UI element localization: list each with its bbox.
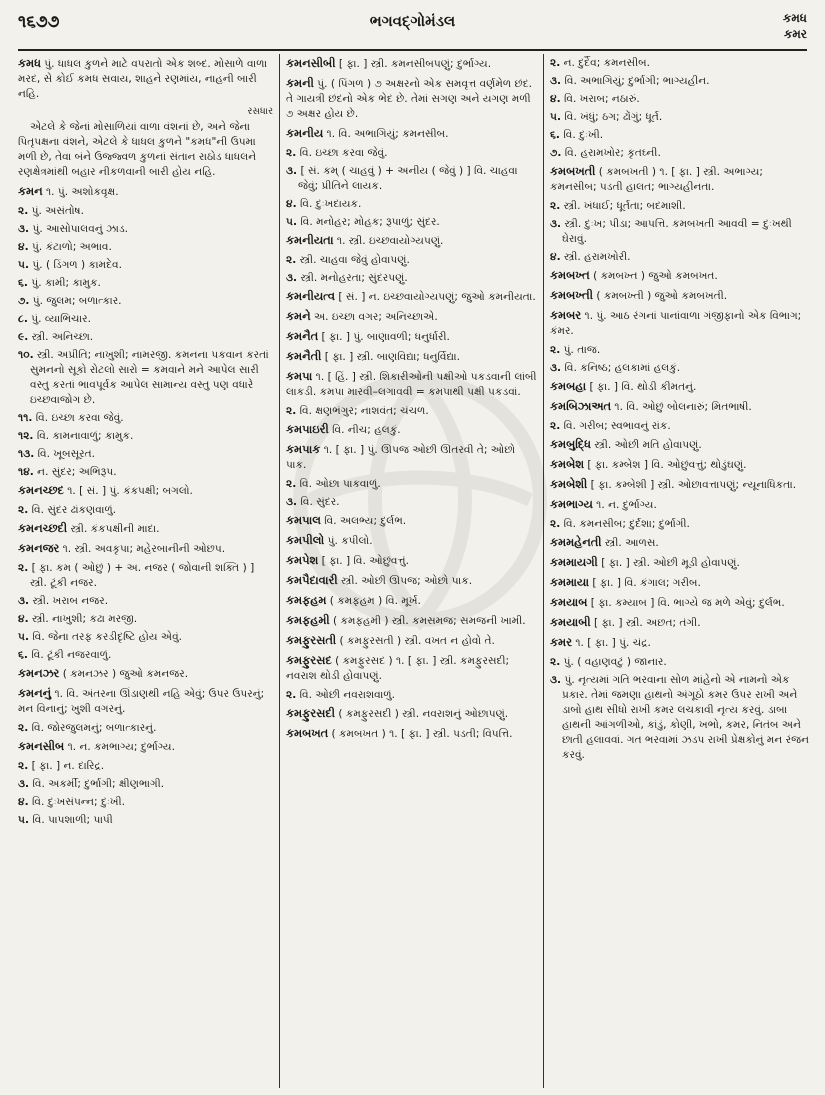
sense-number: ૩. — [18, 778, 30, 790]
sense-number: ૨. — [18, 562, 29, 574]
sense-text: વિ. ગરીબ; સ્વભાવનું રાંક. — [563, 420, 671, 432]
sense-number: ૭. — [18, 295, 30, 307]
entry-sense — [18, 630, 273, 645]
guide-word-last: કમર — [783, 27, 807, 41]
entry-definition: [ ફા. ] સ્ત્રી. કમનસીબપણું; દુર્ભાગ્ય. — [338, 58, 492, 70]
sense-number: ૪. — [286, 198, 297, 210]
entry-headword: કમન — [18, 184, 43, 198]
guide-word-first: કમધ — [782, 11, 807, 25]
entry-sense — [550, 110, 810, 125]
entry-sense — [18, 813, 273, 828]
entry-definition: ૧. પું. અશોકવૃક્ષ. — [45, 186, 119, 198]
entry-headword: કમબર — [550, 308, 582, 322]
sense-text: પું. ( વહાણવટું ) જાનાર. — [563, 656, 667, 668]
entry-definition: ૧. ન. દુર્ભાગ્ય. — [596, 499, 657, 511]
sense-text: વિ. અભાગિયું; દુર્ભાગી; ભાગ્યહીન. — [564, 75, 710, 87]
entry-definition: ૧. વિ. અંતરના ઊંડાણથી નહિ એવું; ઉપર ઉપરનું; મન વિનાનું; ખુશી વગરનું. — [18, 688, 265, 715]
entry-definition: સ્ત્રી. આળસ. — [604, 537, 659, 549]
entry-headword: કમબહા — [550, 379, 587, 393]
sense-text: વિ. ઇચ્છા કરવા જેવું. — [35, 412, 124, 424]
sense-text: વિ. ખંધું; ઠગ; ઢોંગું; ધૂર્ત. — [564, 111, 663, 123]
sense-number: ૩. — [286, 496, 298, 508]
sense-text: પું. અસંતોષ. — [31, 205, 84, 217]
entry-headword: કમનીયત્વ — [286, 289, 336, 303]
entry-headword: કમનનું — [18, 686, 52, 700]
entry-definition: ( કમબખતી ) ૧. [ ફા. ] સ્ત્રી. અભાગ્ય; કમનસીબ; પડતી હાલત; ભાગ્યહીનતા. — [550, 166, 763, 193]
entry-sense — [18, 411, 273, 426]
entry-sense — [18, 330, 273, 345]
sense-text: પું. નૃત્યમાં ગતિ ભરવાના સોળ માંહેનો એ નામનો એક પ્રકાર. તેમાં જમણા હાથનો અંગૂઠો કમર ઉપર રાખી અને ડાબો હાથ સીધો રાખી કમર લચકાવી નૃત્ય કરવું. ડાબા હાથની આંગળીઓ, કાંડું, કોણી, ખભો, કમર, નિતંબ અને છાતી હલાવવાં. ગત ભરવામાં ઝડપ રાખી પ્રેક્ષકોનું મન રંજન કરવું. — [562, 674, 810, 761]
dictionary-entry — [286, 349, 537, 365]
entry-headword: કમફુરસતી — [286, 633, 337, 647]
entry-definition: ( કમફહમ ) વિ. મૂર્ખ. — [329, 595, 421, 607]
entry-definition: [ ફા. ] સ્ત્રી. બાણવિદ્યા; ધનુર્વિદ્યા. — [324, 351, 460, 363]
sense-number: ૨. — [550, 518, 561, 530]
dictionary-entry — [18, 686, 273, 717]
sense-text: વિ. પાપશાળી; પાપી — [32, 814, 113, 826]
dictionary-entry — [18, 541, 273, 557]
entry-definition: [ ફા. કમ્યાબ ] વિ. ભાગ્યે જ મળે એવું; દુર્લભ. — [590, 597, 785, 609]
sense-number: ૪. — [18, 613, 29, 625]
dictionary-entry — [550, 379, 810, 395]
sense-number: ૨. — [286, 254, 297, 266]
dictionary-entry — [286, 533, 537, 549]
entry-headword: કમફહમ — [286, 593, 327, 607]
sense-text: વિ. જોરજુલમનું; બળાત્કારનું. — [31, 722, 157, 734]
entry-sense — [18, 222, 273, 237]
entry-definition: પું. ( પિંગળ ) ૭ અક્ષરનો એક સમવૃત્ત વર્ણમેળ છંદ. તે ગાયત્રી છંદનો એક ભેદ છે. તેમાં સગણ અને યગણ મળી ૭ અક્ષર હોય છે. — [286, 78, 532, 120]
entry-headword: કમફુરસદ — [286, 653, 332, 667]
sense-text: વિ. હરામખોર; કૃતઘ્ની. — [564, 147, 661, 159]
sense-text: સ્ત્રી. હરામખોરી. — [563, 251, 631, 263]
dictionary-entry — [286, 126, 537, 142]
entry-definition: [ ફા. કમ્બેશ ] વિ. ઓછુંવત્તું; થોડુંઘણું. — [587, 459, 747, 471]
entry-sense — [18, 447, 273, 462]
entry-headword: કમમાયા — [550, 575, 590, 589]
entry-headword: કમનસીબી — [286, 56, 336, 70]
entry-sense — [18, 348, 273, 408]
dictionary-entry — [286, 76, 537, 122]
entry-definition: ( કમફુરસતી ) સ્ત્રી. વખત ન હોવો તે. — [339, 635, 495, 647]
dictionary-entry — [286, 56, 537, 72]
sense-number: ૬. — [550, 129, 560, 141]
entry-headword: કમબેશી — [550, 477, 588, 491]
entry-sense — [18, 465, 273, 480]
sense-text: સ્ત્રી. અપ્રીતિ; નાખુશી; નામરજી. કમનના પકવાન કરતાં સુમનનો સૂકો રોટલો સારો = કમવાને મને આપેલ સારી વસ્તુ કરતાં ભાવપૂર્વક આપેલ સામાન્ય વસ્તુ પણ વધારે ઇચ્છવાજોગ છે. — [30, 349, 269, 406]
sense-text: પું. જુલમ; બળાત્કાર. — [32, 295, 122, 307]
sense-number: ૨. — [18, 760, 29, 772]
sense-number: ૩. — [550, 75, 562, 87]
sense-number: ૧૦. — [18, 349, 34, 361]
dictionary-entry — [286, 613, 537, 629]
sense-text: ન. સુંદર; અભિરૂપ. — [37, 466, 117, 478]
entry-headword: કમની — [286, 76, 314, 90]
sense-number: ૪. — [550, 251, 561, 263]
entry-sense — [550, 92, 810, 107]
dictionary-entry — [550, 457, 810, 473]
dictionary-columns — [18, 54, 810, 1088]
entry-sense — [18, 795, 273, 810]
entry-sense — [286, 271, 537, 286]
sense-number: ૨. — [18, 205, 29, 217]
dictionary-entry — [286, 233, 537, 249]
dictionary-entry — [286, 573, 537, 589]
entry-headword: કમબુદ્ધિ — [550, 437, 592, 451]
dictionary-entry — [550, 635, 810, 651]
sense-number: ૫. — [286, 216, 297, 228]
entry-definition: [ ફા. ] સ્ત્રી. ઓછી મૂડી હોવાપણું. — [601, 557, 740, 569]
entry-sense — [18, 294, 273, 309]
sense-text: વિ. ખરાબ; નઠારું. — [563, 93, 640, 105]
entry-definition: ૧. [ ફા. ] પું. ઊપજ ઓછી ઊતરવી તે; ઓછો પાક. — [286, 444, 516, 471]
entry-definition: [ ફા. કમ્બેશી ] સ્ત્રી. ઓછાવત્તાપણું; ન્યૂનાધિકતા. — [590, 479, 797, 491]
entry-sense — [550, 343, 810, 358]
entry-sense — [286, 477, 537, 492]
entry-definition: પું. કપીલો. — [327, 535, 373, 547]
dictionary-entry — [550, 308, 810, 339]
dictionary-entry — [550, 497, 810, 513]
dictionary-entry — [286, 369, 537, 400]
entry-definition: ૧. પું. આઠ રંગનાં પાનાંવાળા ગંજીફાનો એક વિભાગ; કંમર. — [550, 310, 802, 337]
entry-definition: [ ફા. ] સ્ત્રી. અછત; તંગી. — [593, 617, 701, 629]
entry-sense — [550, 74, 810, 89]
sense-text: વિ. ઇચ્છા કરવા જેવું. — [299, 147, 388, 159]
entry-sense — [550, 250, 810, 265]
entry-definition: ૧. [ હિં. ] સ્ત્રી. શિકારીઓની પક્ષીઓ પકડવાની લાંબી લાકડી. કમપા મારવી–લગાવવી = કમપાથી પક્ષી પકડવાં. — [286, 371, 537, 398]
sense-number: ૫. — [18, 259, 29, 271]
sense-text: વિ. અકર્મી; દુર્ભાગી; ક્ષીણભાગી. — [32, 778, 165, 790]
entry-sense — [18, 612, 273, 627]
entry-headword: કમમાયગી — [550, 555, 598, 569]
entry-definition: ( કમફુરસદી ) સ્ત્રી. નવરાશનું ઓછાપણું. — [338, 708, 509, 720]
entry-definition: ૧. સ્ત્રી. ઇચ્છવાયોગ્યપણું. — [336, 235, 444, 247]
entry-headword: કમબેશ — [550, 457, 585, 471]
entry-sense — [550, 128, 810, 143]
entry-definition: પું. ધાધલ કુળને માટે વપરાતો એક શબ્દ. મોસાળે વાળા મરદ, સે કોઈ કમધ સવાય, શાહને રણમાંય, નાહની બારી નહિ. — [18, 58, 268, 100]
entry-definition: ( કમફહમી ) સ્ત્રી. કમસમજ; સમજની ખામી. — [333, 615, 526, 627]
entry-headword: કમપાલ — [286, 513, 321, 527]
sense-text: વિ. સુંદર ઢાંકણવાળું. — [31, 504, 117, 516]
sense-number: ૨. — [550, 200, 561, 212]
sense-number: ૩. — [286, 165, 298, 177]
entry-headword: કમનીય — [286, 126, 324, 140]
entry-definition: અ. ઇચ્છા વગર; અનિચ્છાએ. — [313, 311, 438, 323]
entry-definition: [ ફા. ] વિ. ઓછુંવત્તું. — [321, 555, 409, 567]
sense-number: ૪. — [18, 796, 29, 808]
sense-text: સ્ત્રી. ખરાબ નજર. — [32, 595, 109, 607]
entry-definition: ૧. સ્ત્રી. અવકૃપા; મહેરબાનીની ઓછપ. — [62, 543, 226, 555]
entry-sense — [18, 721, 273, 736]
entry-sense — [550, 217, 810, 247]
sense-text: વિ. દુઃખી. — [563, 129, 604, 141]
entry-definition: [ ફા. ] પું. બાણાવળી; ધનુર્ધારી. — [321, 331, 450, 343]
sense-number: ૬. — [18, 277, 28, 289]
page-number: ૧૬૭૭ — [18, 12, 60, 32]
entry-headword: કમપા — [286, 369, 313, 383]
sense-number: ૧૨. — [18, 430, 34, 442]
entry-headword: કમધ — [18, 56, 41, 70]
sense-text: વિ. દુઃખસંપન્ન; દુઃખી. — [31, 796, 126, 808]
sense-text: સ્ત્રી. ચાહવા જેવું હોવાપણું. — [299, 254, 410, 266]
sense-text: પું. કંટાળો; અભાવ. — [31, 241, 112, 253]
entry-headword: કમનીયતા — [286, 233, 334, 247]
entry-definition: ( કમબખ્તી ) જુઓ કમબખતી. — [596, 290, 728, 302]
sense-text: વિ. મનોહર; મોહક; રૂપાળું; સુંદર. — [300, 216, 440, 228]
dictionary-entry — [18, 184, 273, 200]
entry-definition: [ ફા. ] વિ. કંગાલ; ગરીબ. — [592, 577, 701, 589]
dictionary-entry — [286, 309, 537, 325]
sense-number: ૨. — [550, 420, 561, 432]
entry-headword: કમફહમી — [286, 613, 330, 627]
column-right — [544, 54, 810, 1088]
sense-number: ૩. — [550, 674, 562, 686]
dictionary-entry — [18, 483, 273, 499]
entry-sense — [550, 655, 810, 670]
dictionary-entry — [550, 164, 810, 195]
dictionary-entry — [286, 653, 537, 684]
sense-text: સ્ત્રી. ખંધાઈ; ધૂર્તતા; બદમાશી. — [563, 200, 686, 212]
sense-text: વિ. ઓછી નવરાશવાળું. — [299, 689, 395, 701]
dictionary-entry — [550, 477, 810, 493]
sense-text: પું. તાજ. — [563, 344, 601, 356]
dictionary-entry — [286, 422, 537, 438]
entry-definition: ૧. [ ફા. ] પું. ચંદ્ર. — [575, 637, 651, 649]
entry-sense — [550, 517, 810, 532]
entry-headword: કમને — [286, 309, 311, 323]
entry-sense — [550, 146, 810, 161]
sense-text: વિ. જેના તરફ કરડીદૃષ્ટિ હોય એવું. — [32, 631, 183, 643]
entry-headword: કમબખત — [286, 726, 329, 740]
entry-sense — [18, 503, 273, 518]
entry-headword: કમપાઇરી — [286, 422, 329, 436]
entry-definition: સ્ત્રી. ઓછી મતિ હોવાપણું. — [594, 439, 702, 451]
dictionary-entry — [550, 535, 810, 551]
entry-definition: ૧. વિ. અભાગિયું; કમનસીબ. — [326, 128, 449, 140]
entry-definition: ( કમનઝર ) જુઓ કમનજર. — [62, 668, 189, 680]
sense-number: ૩. — [18, 595, 30, 607]
sense-text: વિ. સુંદર. — [300, 496, 340, 508]
sense-text: સ્ત્રી. મનોહરતા; સુંદરપણું. — [300, 272, 408, 284]
entry-headword: કમનચ્છદ — [18, 483, 64, 497]
entry-headword: કમપાક — [286, 442, 321, 456]
entry-headword: કમનૈત — [286, 329, 319, 343]
entry-sense — [286, 495, 537, 510]
dictionary-entry — [550, 268, 810, 284]
entry-definition: સ્ત્રી. કંકપક્ષીની માદા. — [70, 523, 160, 535]
sense-number: ૧૪. — [18, 466, 34, 478]
sense-number: ૨. — [286, 689, 297, 701]
dictionary-entry — [18, 521, 273, 537]
entry-sense — [550, 673, 810, 763]
sense-text: પું. કામી; કામુક. — [31, 277, 101, 289]
entry-definition: [ સં. ] ન. ઇચ્છવાયોગ્યપણું; જુઓ કમનીયતા. — [338, 291, 536, 303]
dictionary-entry — [286, 442, 537, 473]
entry-headword: કમયાબ — [550, 595, 588, 609]
entry-sense — [286, 404, 537, 419]
dictionary-entry — [550, 288, 810, 304]
entry-headword: કમપૈદાવારી — [286, 573, 338, 587]
sense-number: ૬. — [18, 649, 28, 661]
sense-text: વિ. ઓછા પાકવાળું. — [299, 478, 381, 490]
header-rule — [18, 49, 807, 51]
entry-definition: [ ફા. ] વિ. થોડી કીમતનું. — [589, 381, 697, 393]
entry-definition: વિ. નીચ; હલકું. — [332, 424, 401, 436]
sense-number: ૨. — [550, 57, 561, 69]
sense-number: ૪. — [550, 93, 561, 105]
entry-sense — [18, 312, 273, 327]
entry-definition: ( કમફુરસદ ) ૧. [ ફા. ] સ્ત્રી. કમફુરસદી; નવરાશ થોડી હોવાપણું. — [286, 655, 510, 682]
entry-definition: ૧. [ સં. ] પું. કંકપક્ષી; બગલો. — [67, 485, 193, 497]
sense-text: વિ. કામનાવાળું; કામુક. — [36, 430, 134, 442]
dictionary-entry — [286, 593, 537, 609]
sense-number: ૨. — [18, 722, 29, 734]
dictionary-entry — [286, 289, 537, 305]
sense-text: પું. વ્યાભિચાર. — [31, 313, 91, 325]
dictionary-entry — [550, 555, 810, 571]
sense-number: ૩. — [18, 223, 30, 235]
sense-text: [ ફા. ] ન. દારિદ્ર. — [31, 760, 105, 772]
entry-sense — [550, 56, 810, 71]
sense-text: સ્ત્રી. દુઃખ; પીડા; આપત્તિ. કમબખતી આવવી = દુઃખથી ઘેરાવું. — [562, 218, 792, 245]
dictionary-entry — [550, 399, 810, 415]
sense-text: વિ. ખૂબસૂરત. — [37, 448, 96, 460]
dictionary-entry — [286, 706, 537, 722]
sense-number: ૨. — [550, 344, 561, 356]
sense-text: પું. આસોપાલવનું ઝાડ. — [32, 223, 129, 235]
entry-headword: કમનૈતી — [286, 349, 322, 363]
entry-headword: કમબખતી — [550, 164, 596, 178]
citation-source: રસધાર — [247, 106, 273, 117]
column-middle — [280, 54, 544, 1088]
sense-text: સ્ત્રી. નાખુશી; કઢા મરજી. — [31, 613, 138, 625]
entry-sense — [18, 240, 273, 255]
sense-number: ૨. — [286, 147, 297, 159]
sense-number: ૫. — [550, 111, 561, 123]
entry-sense — [18, 429, 273, 444]
sense-number: ૭. — [550, 147, 562, 159]
entry-headword: કમર — [550, 635, 572, 649]
dictionary-entry — [286, 553, 537, 569]
sense-number: ૨. — [18, 504, 29, 516]
dictionary-entry — [286, 329, 537, 345]
entry-definition: ( કમબખત ) ૧. [ ફા. ] સ્ત્રી. પડતી; વિપત્તિ. — [331, 728, 513, 740]
entry-sense — [286, 197, 537, 212]
entry-sense — [550, 199, 810, 214]
entry-note: એટલે કે જેનાં મોસાળિયાં વાળા વંશનાં છે, અને જેના પિતૃપક્ષના વંશને, એટલે કે ધાધલ કુળને "કમધ"ની ઉપમા મળી છે, તેવા બંને ઉજ્જ્વળ કુળનાં સંતાન રાઠોડ ધાધલને રણક્ષેત્રમાંથી બહાર નીકળવાની બારી હોય નહિ. — [18, 121, 257, 178]
entry-definition: સ્ત્રી. ઓછી ઊપજ; ઓછો પાક. — [341, 575, 473, 587]
entry-sense — [18, 777, 273, 792]
sense-number: ૮. — [18, 313, 28, 325]
dictionary-entry — [18, 739, 273, 755]
sense-number: ૯. — [18, 331, 29, 343]
entry-definition: ( કમબખ્ત ) જુઓ કમબખત. — [593, 270, 718, 282]
page-header — [18, 8, 807, 48]
entry-sense — [18, 276, 273, 291]
entry-sense — [18, 561, 273, 591]
dictionary-entry — [18, 666, 273, 682]
sense-number: ૩. — [286, 272, 298, 284]
sense-text: પું. ( ડિંગળ ) કામદેવ. — [32, 259, 123, 271]
sense-number: ૫. — [18, 631, 29, 643]
entry-headword: કમનઝર — [18, 666, 60, 680]
entry-headword: કમફુરસદી — [286, 706, 335, 720]
dictionary-entry — [286, 633, 537, 649]
entry-headword: કમબિઝાઅત — [550, 399, 612, 413]
dictionary-entry — [550, 575, 810, 591]
dictionary-entry — [550, 615, 810, 631]
dictionary-entry — [286, 513, 537, 529]
entry-sense — [18, 594, 273, 609]
entry-headword: કમયાબી — [550, 615, 591, 629]
sense-number: ૨. — [286, 405, 297, 417]
sense-text: વિ. ક્ષણભંગુર; નાશવંત; ચંચળ. — [299, 405, 429, 417]
sense-number: ૨. — [286, 478, 297, 490]
entry-sense — [286, 215, 537, 230]
entry-sense — [286, 688, 537, 703]
dictionary-entry — [550, 437, 810, 453]
entry-headword: કમબખ્તી — [550, 288, 593, 302]
sense-text: [ ફા. કમ ( ઓછું ) + અ. નજર ( જોવાની શક્તિ ) ] સ્ત્રી. ટૂંકી નજર. — [30, 562, 255, 589]
entry-sense — [286, 146, 537, 161]
dictionary-entry — [286, 726, 537, 742]
entry-definition: વિ. અલભ્ય; દુર્લભ. — [324, 515, 407, 527]
sense-text: સ્ત્રી. અનિચ્છા. — [31, 331, 94, 343]
entry-headword: કમનચ્છદી — [18, 521, 68, 535]
sense-text: [ સં. કમ્ ( ચાહવું ) + અનીય ( જેવું ) ] વિ. ચાહવા જેવું; પ્રીતિને લાયક. — [298, 165, 518, 192]
entry-sense — [286, 253, 537, 268]
entry-headword: કમપીલો — [286, 533, 325, 547]
column-left — [18, 54, 280, 1088]
entry-definition: ૧. ન. કમભાગ્ય; દુર્ભાગ્ય. — [67, 741, 175, 753]
running-title: ભગવદ્ગોમંડલ — [369, 12, 456, 30]
entry-headword: કમબખ્ત — [550, 268, 590, 282]
sense-number: ૧૩. — [18, 448, 35, 460]
dictionary-entry — [18, 56, 273, 102]
entry-definition: ૧. વિ. ઓછું બોલનારું; મિતભાષી. — [614, 401, 752, 413]
dictionary-entry — [550, 595, 810, 611]
entry-sense — [286, 164, 537, 194]
entry-sense — [18, 648, 273, 663]
entry-sense — [18, 258, 273, 273]
entry-headword: કમભાગ્ય — [550, 497, 593, 511]
entry-headword: કમનસીબ — [18, 739, 65, 753]
entry-headword: કમનજર — [18, 541, 60, 555]
sense-text: વિ. કમનસીબ; દુર્દશા; દુર્ભાગી. — [563, 518, 690, 530]
sense-text: ન. દુર્દૈવ; કમનસીબ. — [563, 57, 650, 69]
sense-number: ૫. — [18, 814, 29, 826]
entry-sense — [18, 759, 273, 774]
entry-sense — [18, 204, 273, 219]
sense-number: ૪. — [18, 241, 29, 253]
entry-headword: કમપેશ — [286, 553, 319, 567]
sense-text: વિ. દુઃખદાયક. — [299, 198, 362, 210]
sense-number: ૨. — [550, 656, 561, 668]
entry-sense — [550, 419, 810, 434]
entry-sense — [550, 361, 810, 376]
sense-number: ૩. — [550, 218, 562, 230]
sense-number: ૩. — [550, 362, 562, 374]
entry-headword: કમમહેનતી — [550, 535, 602, 549]
sense-number: ૧૧. — [18, 412, 33, 424]
guide-words — [783, 10, 807, 42]
sense-text: વિ. ટૂંકી નજરવાળું. — [31, 649, 112, 661]
sense-text: વિ. કનિષ્ઠ; હલકામાં હલકું. — [564, 362, 681, 374]
